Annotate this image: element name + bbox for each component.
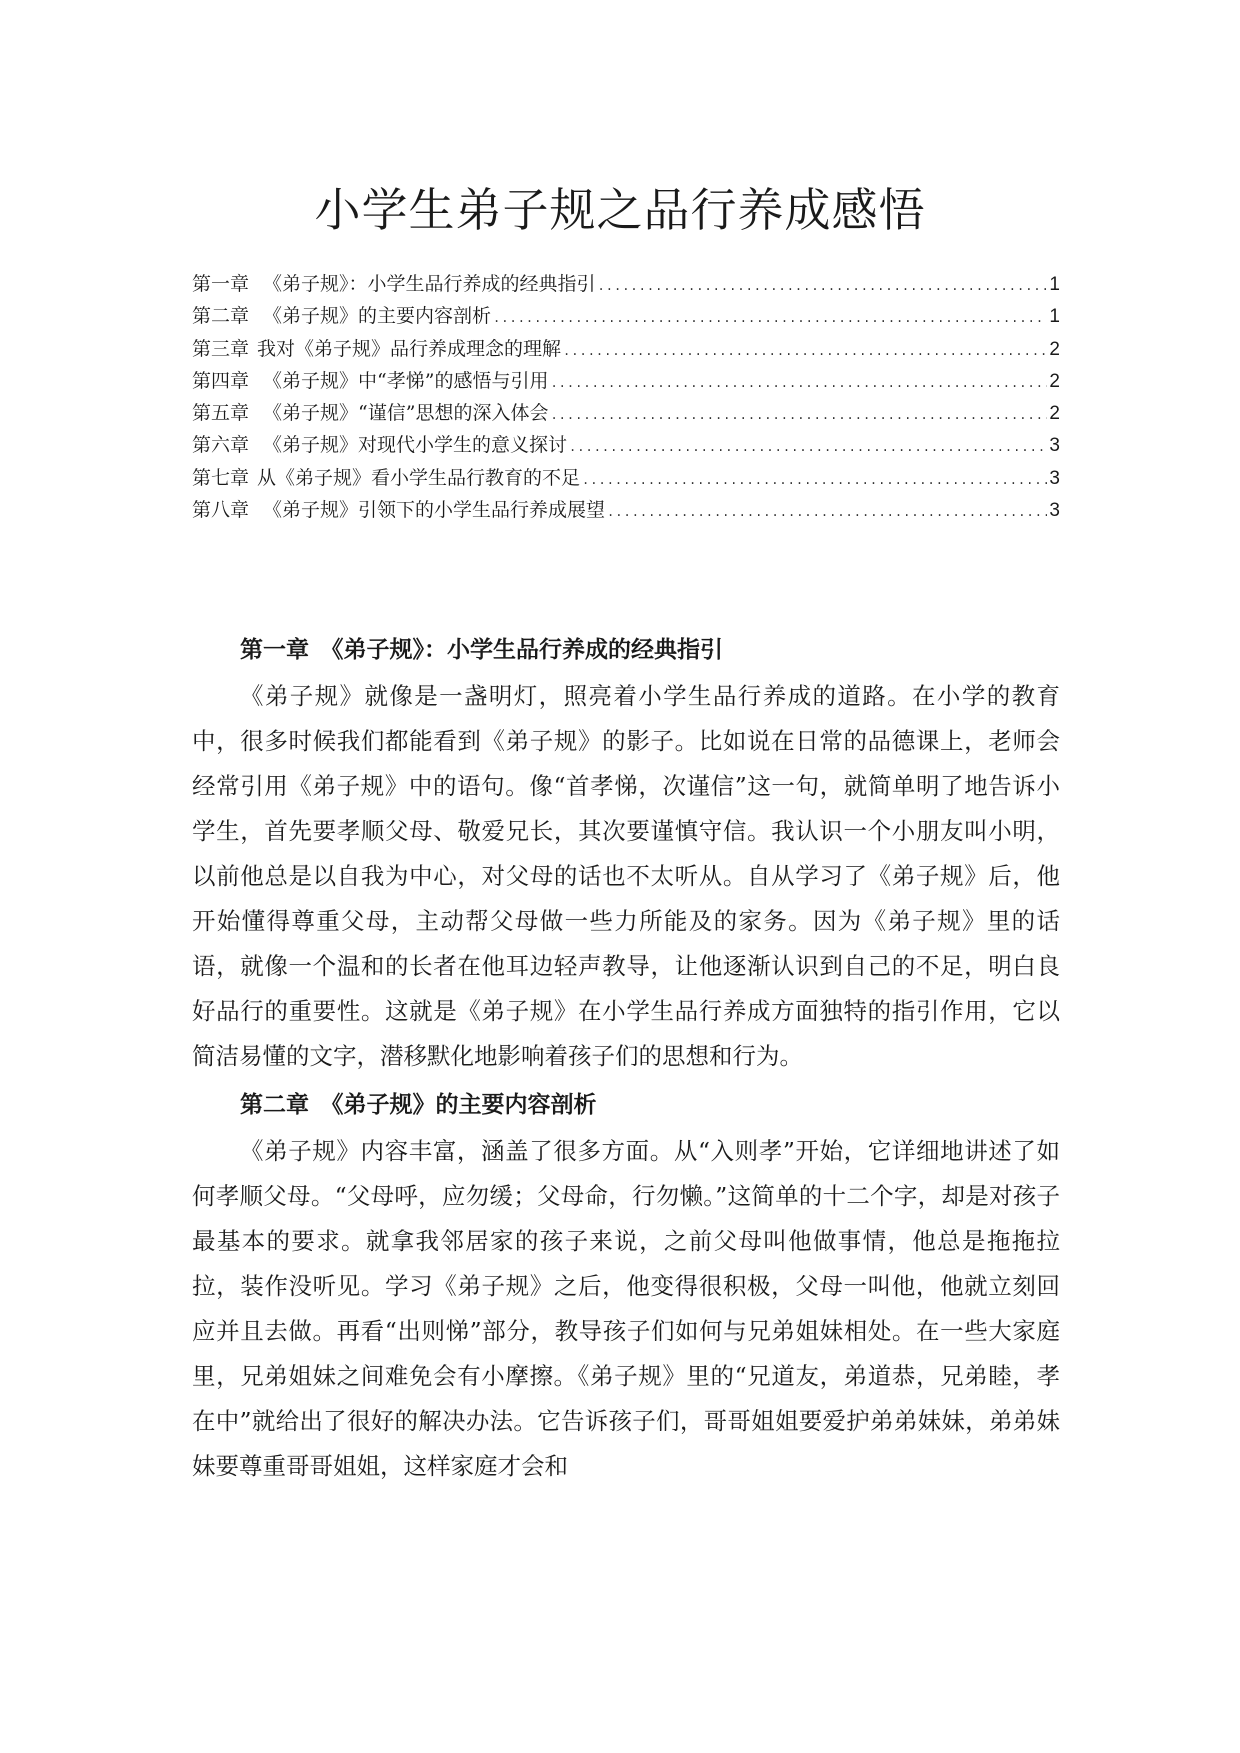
toc-chapter-number: 第二章: [192, 305, 250, 328]
toc-dot-leader: [550, 399, 1047, 431]
toc-dot-leader: [563, 335, 1047, 367]
toc-dot-leader: [598, 270, 1048, 302]
toc-page-number: 1: [1049, 274, 1060, 295]
toc-chapter-title: 《弟子规》“谨信”思想的深入体会: [263, 402, 549, 425]
toc-chapter-number: 第八章: [192, 499, 250, 522]
toc-chapter-title: 《弟子规》中“孝悌”的感悟与引用: [263, 369, 549, 392]
toc-chapter-title: 从《弟子规》看小学生品行教育的不足: [257, 466, 581, 489]
document-title: 小学生弟子规之品行养成感悟: [314, 183, 926, 237]
toc-chapter-title: 我对《弟子规》品行养成理念的理解: [257, 337, 562, 360]
toc-chapter-title: 《弟子规》的主要内容剖析: [263, 305, 492, 328]
chapter-heading: 第一章 《弟子规》：小学生品行养成的经典指引: [240, 637, 723, 663]
toc-entry[interactable]: [192, 365, 1060, 397]
toc-entry[interactable]: [192, 462, 1060, 494]
toc-page-number: 2: [1049, 338, 1060, 360]
toc-entry[interactable]: [192, 429, 1060, 461]
toc-chapter-title: 《弟子规》：小学生品行养成的经典指引: [263, 273, 596, 295]
toc-dot-leader: [607, 496, 1047, 528]
toc-page-number: 1: [1049, 306, 1060, 328]
toc-chapter-number: 第五章: [192, 402, 250, 425]
table-of-contents: [192, 268, 1060, 526]
toc-entry[interactable]: [192, 333, 1060, 365]
toc-dot-leader: [569, 431, 1047, 463]
toc-entry[interactable]: [192, 300, 1060, 332]
toc-dot-leader: [550, 367, 1047, 399]
toc-page-number: 3: [1049, 435, 1060, 457]
toc-entry[interactable]: [192, 494, 1060, 526]
toc-chapter-number: 第七章: [192, 466, 250, 489]
toc-page-number: 3: [1049, 500, 1060, 522]
toc-chapter-number: 第一章: [192, 273, 250, 295]
chapter-heading: 第二章 《弟子规》的主要内容剖析: [240, 1092, 597, 1118]
chapter-section: [192, 1085, 1060, 1489]
chapter-paragraph: 《弟子规》就像是一盏明灯，照亮着小学生品行养成的道路。在小学的教育中，很多时候我们都能看到《弟子规》的影子。比如说在日常的品德课上，老师会经常引用《弟子规》中的语句。像“首孝悌，次谨信”这一句，就简单明了地告诉小学生，首先要孝顺父母、敬爱兄长，其次要谨慎守信。我认识一个小朋友叫小明，以前他总是以自我为中心，对父母的话也不太听从。自从学习了《弟子规》后，他开始懂得尊重父母，主动帮父母做一些力所能及的家务。因为《弟子规》里的话语，就像一个温和的长者在他耳边轻声教导，让他逐渐认识到自己的不足，明白良好品行的重要性。这就是《弟子规》在小学生品行养成方面独特的指引作用，它以简洁易懂的文字，潜移默化地影响着孩子们的思想和行为。: [192, 682, 1060, 1070]
toc-dot-leader: [582, 464, 1047, 496]
document-body: [192, 630, 1060, 1489]
toc-page-number: 3: [1049, 467, 1060, 489]
toc-entry[interactable]: [192, 268, 1060, 300]
toc-page-number: 2: [1049, 403, 1060, 425]
toc-chapter-number: 第四章: [192, 369, 250, 392]
chapter-paragraph: 《弟子规》内容丰富，涵盖了很多方面。从“入则孝”开始，它详细地讲述了如何孝顺父母。“父母呼，应勿缓；父母命，行勿懒。”这简单的十二个字，却是对孩子最基本的要求。就拿我邻居家的孩子来说，之前父母叫他做事情，他总是拖拖拉拉，装作没听见。学习《弟子规》之后，他变得很积极，父母一叫他，他就立刻回应并且去做。再看“出则悌”部分，教导孩子们如何与兄弟姐妹相处。在一些大家庭里，兄弟姐妹之间难免会有小摩擦。《弟子规》里的“兄道友，弟道恭，兄弟睦，孝在中”就给出了很好的解决办法。它告诉孩子们，哥哥姐姐要爱护弟弟妹妹，弟弟妹妹要尊重哥哥姐姐，这样家庭才会和: [192, 1137, 1060, 1480]
toc-dot-leader: [493, 302, 1047, 334]
toc-chapter-title: 《弟子规》对现代小学生的意义探讨: [263, 434, 568, 457]
toc-page-number: 2: [1049, 370, 1060, 392]
toc-chapter-number: 第六章: [192, 434, 250, 457]
toc-chapter-title: 《弟子规》引领下的小学生品行养成展望: [263, 499, 606, 522]
toc-chapter-number: 第三章: [192, 337, 250, 360]
chapter-section: [192, 630, 1060, 1079]
toc-entry[interactable]: [192, 397, 1060, 429]
